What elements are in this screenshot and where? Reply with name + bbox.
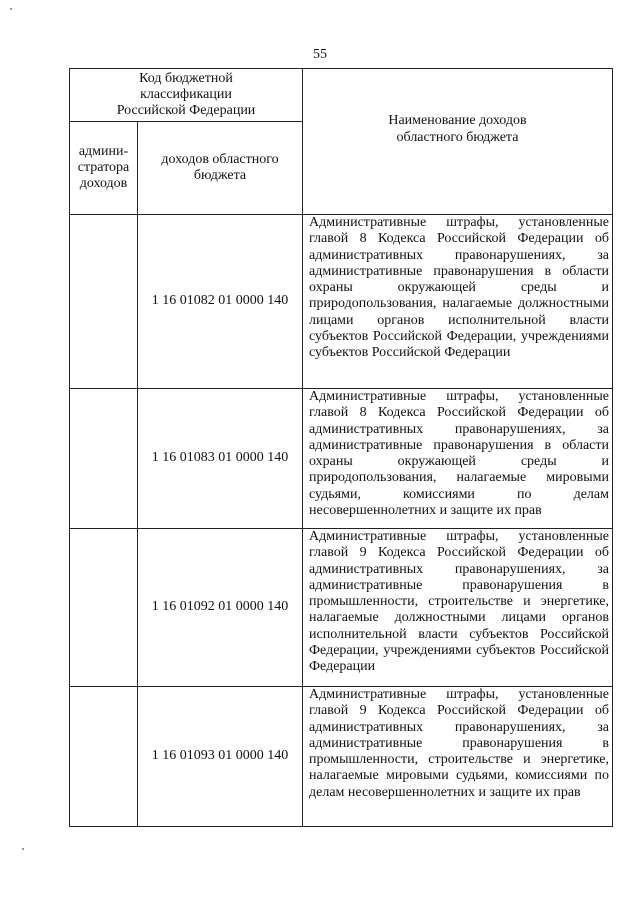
header-budget-code-group [70,69,303,122]
income-name-cell [303,529,613,687]
income-code-cell: 1 16 01093 01 0000 140 [138,687,303,827]
income-name-text: Административные штрафы, установленные главой 9 Кодекса Российской Федерации об административных правонарушениях, за административные правонарушения в промышленности, строительстве и энергетике, налагаемые должностными лицами органов исполнительной власти субъектов Российской Федерации, учреждениями субъектов Российской Федерации [309,529,609,675]
income-name-cell [303,687,613,827]
admin-code-cell [70,389,138,529]
scan-speck [22,848,24,850]
admin-code-cell [70,529,138,687]
income-code-cell: 1 16 01083 01 0000 140 [138,389,303,529]
table-row [70,687,613,827]
income-name-cell [303,389,613,529]
header-income-name-label: Наименование доходов областного бюджета [388,113,527,145]
income-name-cell [303,215,613,389]
page-number: 55 [313,47,327,62]
income-name-text: Административные штрафы, установленные главой 9 Кодекса Российской Федерации об административных правонарушениях, за административные правонарушения в промышленности, строительстве и энергетике, налагаемые мировыми судьями, комиссиями по делам несовершеннолетних и защите их прав [309,687,609,800]
table-row [70,529,613,687]
table-row [70,215,613,389]
income-name-text: Административные штрафы, установленные главой 8 Кодекса Российской Федерации об административных правонарушениях, за административные правонарушения в области охраны окружающей среды и природопользования, налагаемые должностными лицами органов исполнительной власти субъектов Российской Федерации, учреждениями субъектов Российской Федерации [309,215,609,361]
income-code-cell: 1 16 01082 01 0000 140 [138,215,303,389]
header-administrator [70,122,138,215]
budget-classification-table [69,68,613,827]
header-income-name [303,69,613,215]
admin-code-cell [70,687,138,827]
header-budget-code-group-label: Код бюджетной классификации Российской Федерации [116,70,256,119]
scan-speck [10,8,12,10]
header-income-code-label: доходов областного бюджета [161,151,279,183]
header-income-code [138,122,303,215]
table-row [70,389,613,529]
income-code-cell: 1 16 01092 01 0000 140 [138,529,303,687]
income-name-text: Административные штрафы, установленные главой 8 Кодекса Российской Федерации об административных правонарушениях, за административные правонарушения в области охраны окружающей среды и природопользования, налагаемые мировыми судьями, комиссиями по делам несовершеннолетних и защите их прав [309,389,609,519]
header-administrator-label: админи-стратора доходов [77,143,130,192]
admin-code-cell [70,215,138,389]
